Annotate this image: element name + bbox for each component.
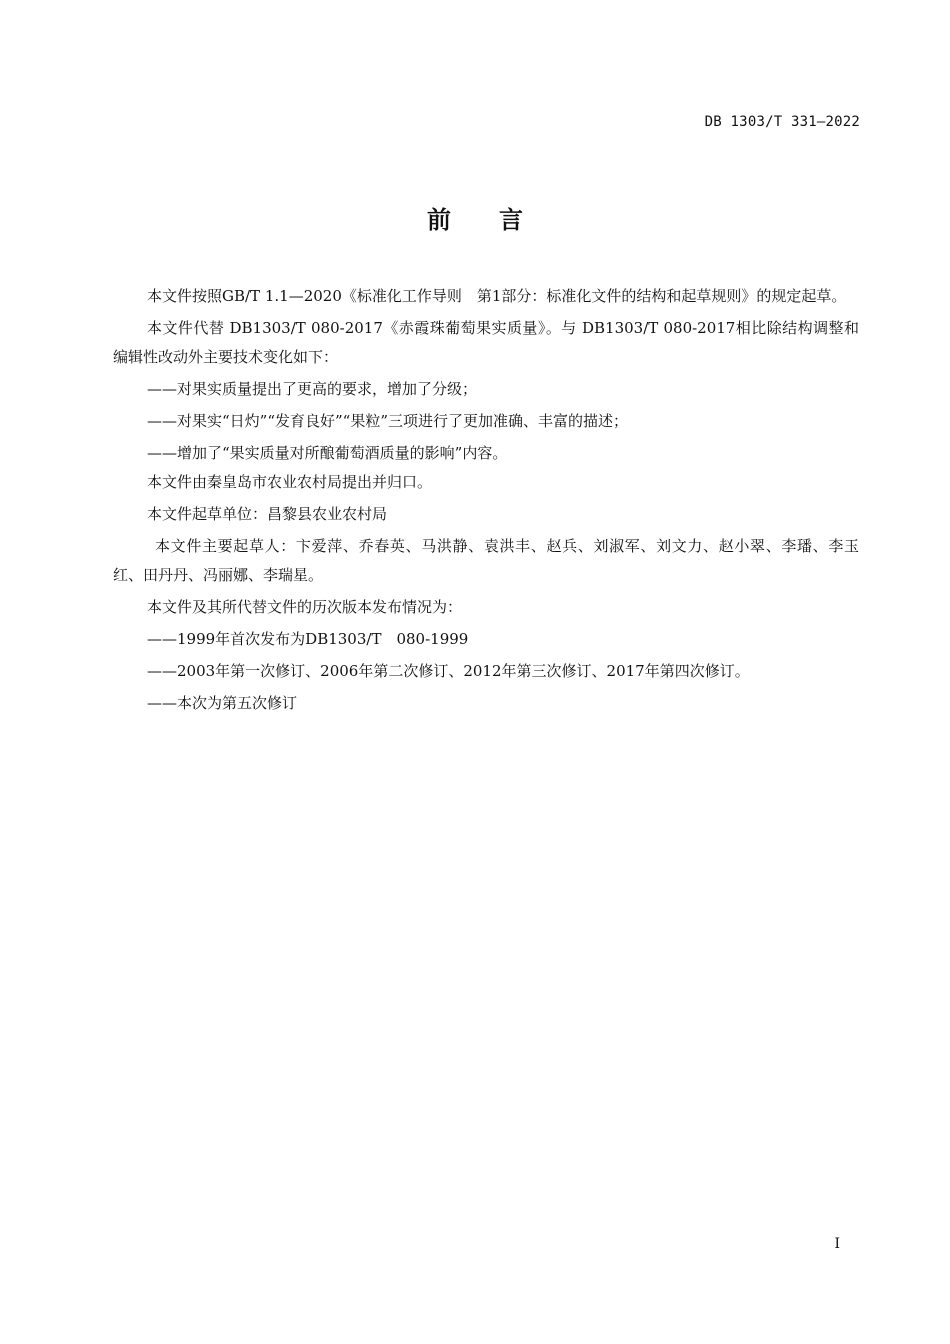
- list-item-change-2: ——对果实“日灼”“发育良好”“果粒”三项进行了更加准确、丰富的描述；: [147, 412, 629, 430]
- list-item-history-3: ——本次为第五次修订: [147, 694, 298, 712]
- paragraph-version-history: 本文件及其所代替文件的历次版本发布情况为：: [147, 598, 463, 616]
- paragraph-drafting-unit: 本文件起草单位：昌黎县农业农村局: [147, 505, 388, 523]
- page-number: I: [834, 1236, 840, 1252]
- list-item-change-1: ——对果实质量提出了更高的要求，增加了分级；: [147, 380, 478, 398]
- list-item-history-2: ——2003年第一次修订、2006年第二次修订、2012年第三次修订、2017年第四次修订。: [147, 662, 750, 680]
- list-item-change-3: ——增加了“果实质量对所酿葡萄酒质量的影响”内容。: [147, 444, 508, 462]
- list-item-history-1: ——1999年首次发布为DB1303/T 080-1999: [147, 630, 469, 648]
- paragraph-replacement: 本文件代替 DB1303/T 080-2017《赤霞珠葡萄果实质量》。与 DB1303/T 080-2017相比除结构调整和编辑性改动外主要技术变化如下：: [113, 319, 859, 366]
- document-code: DB 1303/T 331—2022: [704, 114, 860, 130]
- document-body: [113, 282, 859, 721]
- paragraph-proposer: 本文件由秦皇岛市农业农村局提出并归口。: [147, 473, 433, 491]
- paragraph-drafting-rules: 本文件按照GB/T 1.1—2020《标准化工作导则 第1部分：标准化文件的结构和起草规则》的规定起草。: [147, 287, 847, 305]
- paragraph-drafters: 本文件主要起草人：卞爱萍、乔春英、马洪静、袁洪丰、赵兵、刘淑军、刘文力、赵小翠、李璠、李玉红、田丹丹、冯丽娜、李瑞星。: [113, 537, 859, 584]
- page-title: 前言: [427, 206, 571, 234]
